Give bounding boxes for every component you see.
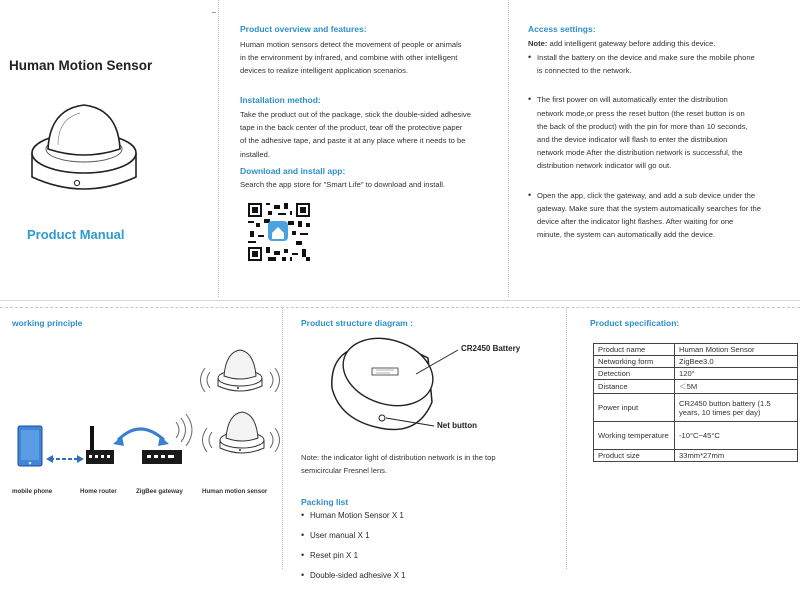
corner-mark [212,12,216,13]
manual-label: Product Manual [27,227,125,242]
spec-value: Human Motion Sensor [675,344,798,356]
spec-value: ＜5M [675,380,798,394]
download-text: Search the app store for "Smart Life" to download and install. [240,180,446,189]
motion-sensor-icon [220,412,264,453]
router-icon [86,426,114,464]
installation-line: tape in the back center of the product, tear off the protective paper [240,123,463,133]
mobile-phone-icon [18,426,42,466]
label-mobile-phone: mobile phone [12,488,53,495]
packing-item: • User manual X 1 [301,530,406,541]
net-button-label: Net button [437,421,477,430]
spec-value: -10°C~45°C [675,422,798,450]
download-heading: Download and install app: [240,166,346,176]
spec-value: 120° [675,368,798,380]
installation-heading: Installation method: [240,95,321,105]
table-row [594,356,798,368]
label-home-router: Home router [80,488,117,495]
spec-key: Power input [594,394,675,422]
access-step: • The first power on will automatically enter the distribution network mode,or press the reset button (the reset button is on the back of the product) with the pin for more than 10 seconds, and the device indicator will flash to enter the distribution network mode After the distribution network is successful, the distribution network indicator will go out. [528,93,790,172]
installation-line: installed. [240,149,270,159]
spec-key: Working temperature [594,422,675,450]
spec-value: CR2450 button battery (1.5 years, 10 times per day) [675,394,798,422]
product-title: Human Motion Sensor [9,58,153,73]
sensor-illustration [20,95,148,205]
table-row [594,450,798,462]
table-row [594,368,798,380]
fold-line [0,300,800,301]
motion-sensor-icon [218,350,262,391]
spec-value: 33mm*27mm [675,450,798,462]
installation-line: of the adhesive tape, and paste it at any place where it needs to be [240,136,466,146]
page-divider [566,308,567,569]
label-motion-sensor: Human motion sensor [202,488,268,495]
page-divider [218,0,219,297]
note-line: Note: the indicator light of distribution network is in the top [301,453,496,462]
working-heading: working principle [12,318,83,328]
note-line: semicircular Fresnel lens. [301,466,388,476]
table-row [594,380,798,394]
packing-item: • Double-sided adhesive X 1 [301,570,406,581]
qr-code [248,203,310,261]
overview-line: Human motion sensors detect the movement of people or animals [240,40,462,49]
note-label: Note: [528,39,548,48]
installation-text [240,108,502,161]
spec-value: ZigBee3.0 [675,356,798,368]
spec-key: Product size [594,450,675,462]
structure-heading: Product structure diagram : [301,318,413,328]
fold-line [0,307,800,308]
spec-key: Product name [594,344,675,356]
table-row [594,394,798,422]
packing-list [301,510,406,590]
spec-key: Distance [594,380,675,394]
battery-slot [372,368,398,375]
page-divider [508,0,509,297]
spec-key: Detection [594,368,675,380]
spec-table [593,343,798,462]
overview-line: devices to realize intelligent application scenarios. [240,66,409,76]
installation-line: Take the product out of the package, stick the double-sided adhesive [240,110,471,119]
sync-arrow-icon [113,429,169,446]
working-diagram [0,340,282,490]
table-row [594,422,798,450]
structure-note [301,451,559,477]
spec-heading: Product specification: [590,318,680,328]
access-steps [528,51,790,250]
overview-heading: Product overview and features: [240,24,367,34]
page-divider [282,308,283,569]
access-heading: Access settings: [528,24,596,34]
gateway-icon [142,450,182,464]
label-zigbee-gateway: ZigBee gateway [136,488,183,495]
table-row [594,344,798,356]
spec-key: Networking form [594,356,675,368]
packing-item: • Human Motion Sensor X 1 [301,510,406,521]
packing-item: • Reset pin X 1 [301,550,406,561]
overview-line: in the environment by infrared, and combine with other intelligent [240,53,458,63]
note-text: add intelligent gateway before adding this device. [547,39,716,48]
battery-label: CR2450 Battery [461,344,521,353]
packing-heading: Packing list [301,497,349,507]
access-step: • Open the app, click the gateway, and add a sub device under the gateway. Make sure that the system automatically searches for the device after the indicator light flashes. After waiting for one minute, the system can automatically add the device. [528,189,790,242]
link-arrow-icon [46,455,84,463]
overview-text [240,38,502,78]
access-note [528,37,715,50]
access-step: • Install the battery on the device and make sure the mobile phone is connected to the network. [528,51,790,77]
